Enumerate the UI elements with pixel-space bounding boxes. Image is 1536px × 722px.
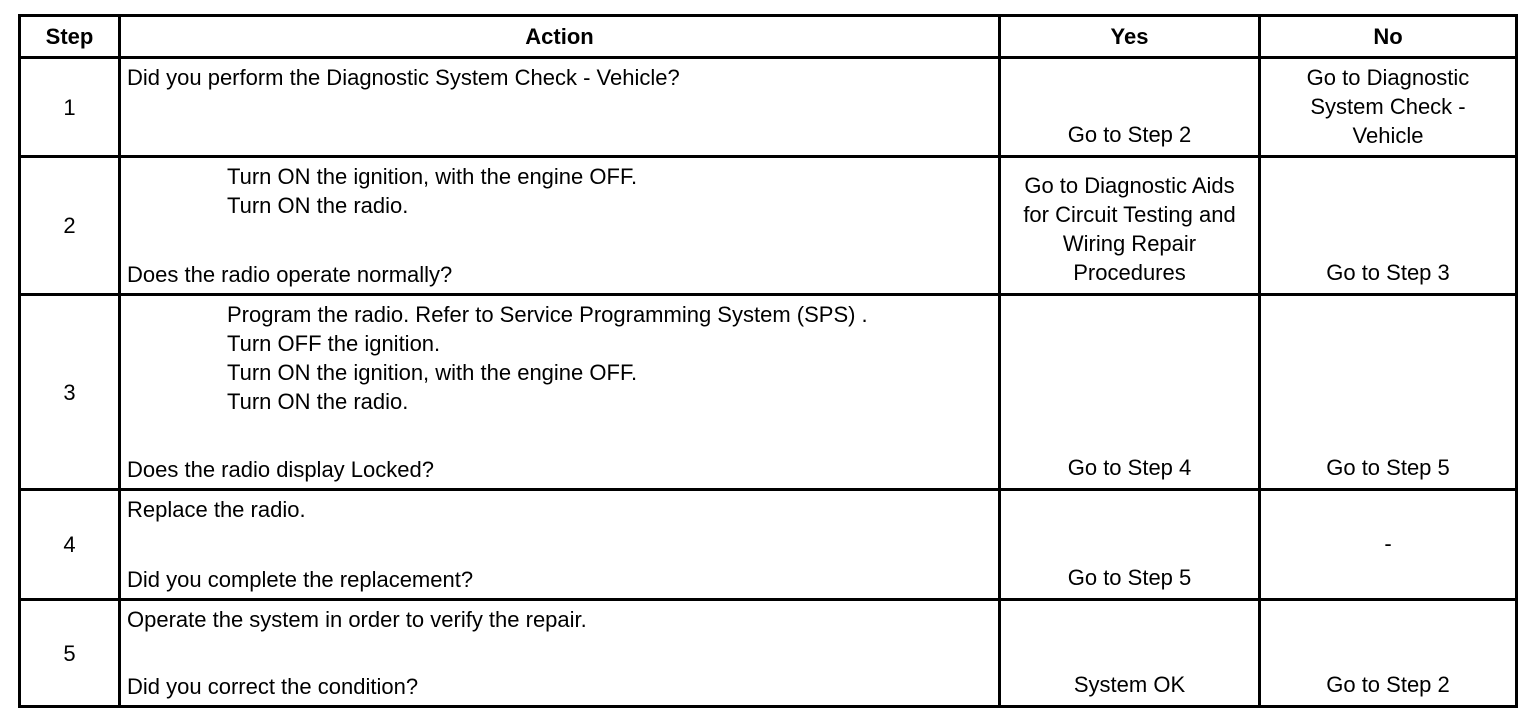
yes-result-line: Go to Diagnostic Aids [1024, 173, 1235, 198]
yes-cell [1001, 491, 1261, 598]
instruction-line: Turn ON the radio. [227, 193, 409, 218]
table-row [21, 601, 1515, 705]
yes-result: Go to Step 5 [1067, 565, 1192, 590]
yes-result-line: Procedures [1073, 260, 1186, 285]
step-number: 1 [21, 59, 121, 155]
action-cell [121, 491, 1001, 598]
no-result: Go to Step 3 [1326, 260, 1450, 285]
instruction-line: Replace the radio. [127, 497, 306, 522]
yes-result: Go to Step 4 [1067, 455, 1192, 480]
step-number: 5 [21, 601, 121, 705]
no-cell [1261, 601, 1515, 705]
table-row [21, 158, 1515, 296]
action-cell [121, 601, 1001, 705]
no-cell [1261, 59, 1515, 155]
instruction-line: Operate the system in order to verify the repair. [127, 607, 587, 632]
table-header-row [21, 17, 1515, 59]
instruction-line: Program the radio. Refer to Service Programming System (SPS) . [227, 302, 868, 327]
step-number: 3 [21, 296, 121, 488]
no-result: Go to Step 2 [1326, 672, 1450, 697]
yes-result-line: Wiring Repair [1062, 231, 1197, 256]
instruction-line: Turn ON the ignition, with the engine OFF. [227, 164, 638, 189]
table-row [21, 59, 1515, 158]
table-row [21, 296, 1515, 491]
header-step: Step [21, 17, 121, 56]
table-row [21, 491, 1515, 601]
yes-cell [1001, 158, 1261, 293]
action-cell [121, 296, 1001, 488]
yes-cell [1001, 59, 1261, 155]
action-question: Did you perform the Diagnostic System Check - Vehicle? [127, 65, 680, 90]
action-cell [121, 59, 1001, 155]
yes-cell [1001, 296, 1261, 488]
no-cell [1261, 296, 1515, 488]
no-result-line: System Check - [1310, 94, 1466, 119]
yes-result-line: for Circuit Testing and [1023, 202, 1236, 227]
instruction-line: Turn ON the ignition, with the engine OFF. [227, 360, 638, 385]
step-number: 2 [21, 158, 121, 293]
no-result: - [1384, 531, 1392, 556]
header-yes: Yes [1001, 17, 1261, 56]
header-action: Action [121, 17, 1001, 56]
no-result: Go to Step 5 [1326, 455, 1450, 480]
yes-result: Go to Step 2 [1067, 122, 1192, 147]
no-result-line: Vehicle [1352, 123, 1424, 148]
instruction-line: Turn OFF the ignition. [227, 331, 441, 356]
header-no: No [1373, 24, 1403, 49]
action-question: Does the radio operate normally? [127, 262, 453, 287]
no-cell [1261, 491, 1515, 598]
instruction-line: Turn ON the radio. [227, 389, 409, 414]
no-result-line: Go to Diagnostic [1306, 65, 1470, 90]
action-question: Did you complete the replacement? [127, 567, 474, 592]
yes-cell [1001, 601, 1261, 705]
yes-result: System OK [1073, 672, 1186, 697]
action-cell [121, 158, 1001, 293]
no-cell [1261, 158, 1515, 293]
action-question: Did you correct the condition? [127, 674, 419, 699]
diagnostic-table [18, 14, 1518, 708]
step-number: 4 [21, 491, 121, 598]
action-question: Does the radio display Locked? [127, 457, 434, 482]
